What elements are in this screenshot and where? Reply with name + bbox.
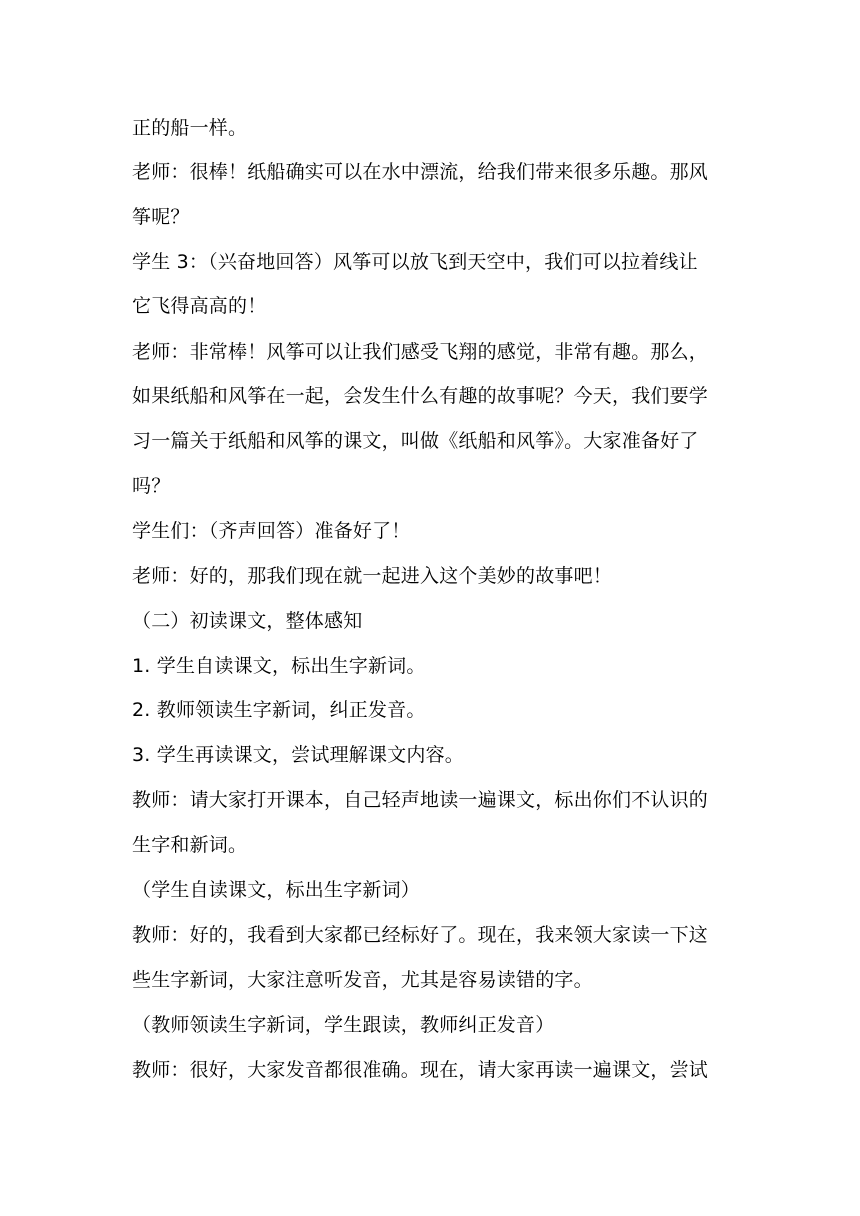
text-line: 如果纸船和风筝在一起，会发生什么有趣的故事呢？今天，我们要学 (132, 385, 709, 407)
text-line: 老师：很棒！纸船确实可以在水中漂流，给我们带来很多乐趣。那风 (132, 161, 709, 183)
text-line: 生字和新词。 (132, 834, 248, 856)
text-line: 吗？ (132, 475, 171, 497)
list-item: 1. 学生自读课文，标出生字新词。 (132, 655, 426, 677)
list-item: 3. 学生再读课文，尝试理解课文内容。 (132, 744, 464, 766)
section-heading: （二）初读课文，整体感知 (132, 610, 363, 632)
list-item: 2. 教师领读生字新词，纠正发音。 (132, 699, 426, 721)
text-line: 学生 3：（兴奋地回答）风筝可以放飞到天空中，我们可以拉着线让 (132, 251, 698, 273)
text-line: （教师领读生字新词，学生跟读，教师纠正发音） (132, 1014, 555, 1036)
text-line: 习一篇关于纸船和风筝的课文，叫做《纸船和风筝》。大家准备好了 (132, 430, 699, 452)
text-line: 老师：好的，那我们现在就一起进入这个美妙的故事吧！ (132, 565, 613, 587)
text-line: 老师：非常棒！风筝可以让我们感受飞翔的感觉，非常有趣。那么， (132, 341, 709, 363)
text-line: 教师：请大家打开课本，自己轻声地读一遍课文，标出你们不认识的 (132, 789, 709, 811)
text-line: 些生字新词，大家注意听发音，尤其是容易读错的字。 (132, 969, 593, 991)
text-line: 教师：好的，我看到大家都已经标好了。现在，我来领大家读一下这 (132, 924, 709, 946)
text-line: （学生自读课文，标出生字新词） (132, 879, 421, 901)
text-line: 学生们：（齐声回答）准备好了！ (132, 520, 411, 542)
text-line: 教师：很好，大家发音都很准确。现在，请大家再读一遍课文，尝试 (132, 1059, 709, 1081)
text-line: 正的船一样。 (132, 117, 248, 139)
text-line: 筝呢？ (132, 206, 190, 228)
text-line: 它飞得高高的！ (132, 295, 267, 317)
